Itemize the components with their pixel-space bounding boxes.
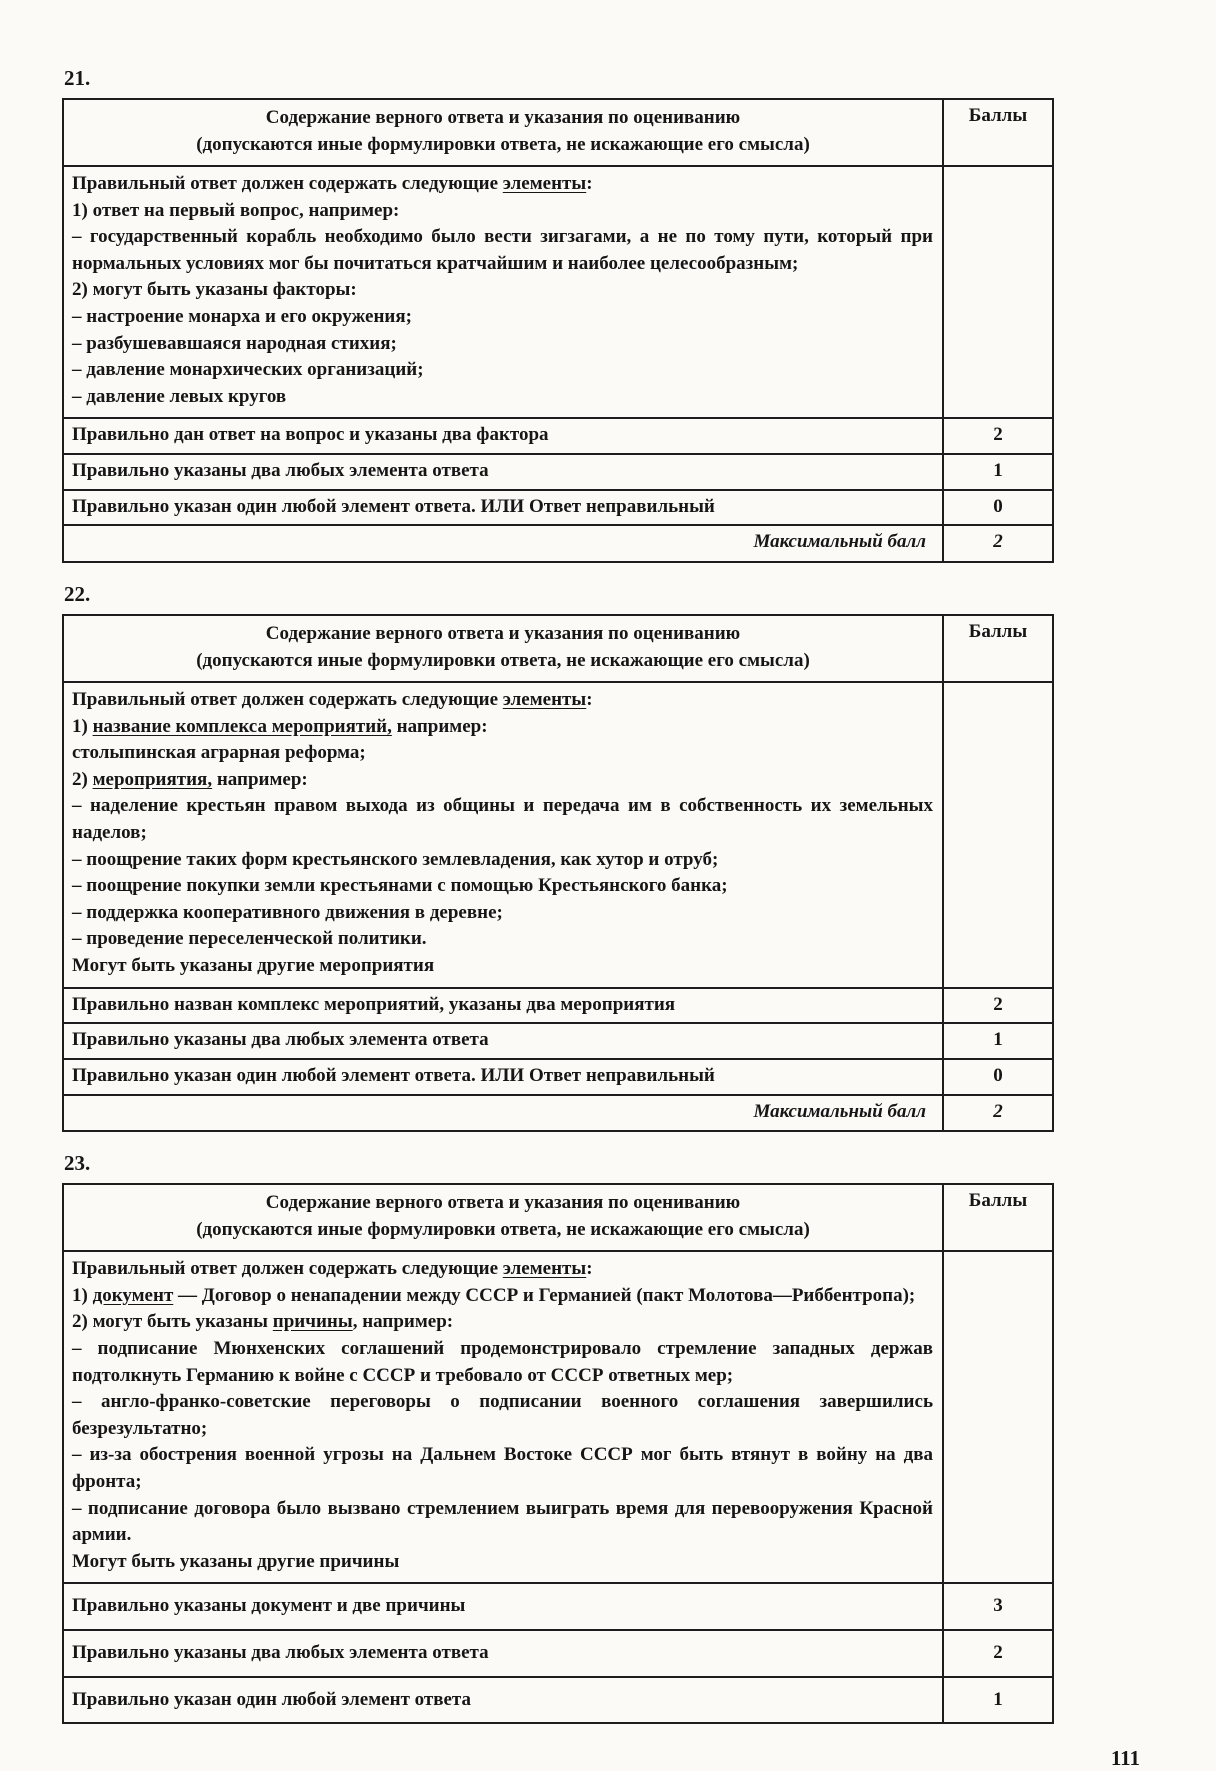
table-header-row [63, 99, 1053, 166]
answer-text-segment: – поощрение таких форм крестьянского землевладения, как хутор и отруб; [72, 848, 719, 870]
scoring-row [63, 1630, 1053, 1677]
criterion-text: Правильно указаны документ и две причины [63, 1583, 943, 1630]
criteria-title: Содержание верного ответа и указания по оцениванию [265, 623, 741, 645]
max-score-row [63, 1095, 1053, 1132]
answer-text-segment: 2) могут быть указаны факторы: [72, 279, 357, 301]
answer-line [72, 357, 933, 384]
answer-line [72, 277, 933, 304]
question-number: 21. [64, 66, 91, 90]
answer-line [72, 1309, 933, 1336]
answer-line [72, 1336, 933, 1389]
grading-table [62, 1183, 1054, 1724]
question-block [62, 582, 1154, 1132]
answer-text-segment: – из-за обострения военной угрозы на Дальнем Востоке СССР мог быть втянут в войну на два фронта; [72, 1444, 933, 1492]
answer-text-segment: 2) [72, 768, 93, 790]
empty-score-cell [943, 682, 1053, 988]
criterion-text: Правильно указаны два любых элемента ответа [63, 1023, 943, 1059]
scoring-row [63, 1059, 1053, 1095]
score-value: 0 [943, 1059, 1053, 1095]
criteria-title: Содержание верного ответа и указания по оцениванию [265, 1192, 741, 1214]
answer-content-cell [63, 1251, 943, 1583]
answer-text-segment: – наделение крестьян правом выхода из общины и передача им в собственность их земельных наделов; [72, 795, 933, 843]
answer-line [72, 793, 933, 846]
answer-text-segment: – разбушевавшаяся народная стихия; [72, 332, 397, 354]
answer-text-segment: – поощрение покупки земли крестьянами с помощью Крестьянского банка; [72, 875, 728, 897]
answer-text-segment: столыпинская аграрная реформа; [72, 742, 366, 764]
answer-content-row [63, 166, 1053, 418]
question-number: 22. [64, 582, 91, 607]
answer-text-segment: – подписание договора было вызвано стремлением выиграть время для перевооружения Красной армии. [72, 1497, 933, 1546]
answer-text-segment: 1) [72, 1284, 93, 1306]
scoring-row [63, 1583, 1053, 1630]
answer-content-cell [63, 682, 943, 988]
answer-line [72, 847, 933, 874]
answer-text-segment: Могут быть указаны другие причины [72, 1550, 400, 1572]
answer-text-segment: – проведение переселенческой политики. [72, 928, 427, 950]
answer-text-segment: например: [212, 768, 308, 790]
answer-text-segment: – подписание Мюнхенских соглашений продемонстрировало стремление западных держав подтолкнуть Германию к войне с СССР и требовало от СССР ответных мер; [72, 1337, 933, 1386]
answer-line [72, 687, 933, 714]
answer-text-segment: – государственный корабль необходимо было вести зигзагами, а не по тому пути, который при нормальных условиях мог бы почитаться кратчайшим и наиболее целесообразным; [72, 226, 933, 274]
tables-container [62, 66, 1154, 1724]
max-score-value: 2 [943, 1095, 1053, 1132]
answer-line [72, 714, 933, 741]
score-value: 2 [943, 988, 1053, 1024]
criteria-header-cell [63, 1184, 943, 1251]
answer-text-segment: Правильный ответ должен содержать следующие [72, 1258, 503, 1280]
empty-score-cell [943, 166, 1053, 418]
answer-text-segment: – поддержка кооперативного движения в деревне; [72, 901, 503, 923]
answer-text-segment: Правильный ответ должен содержать следующие [72, 172, 503, 194]
answer-line [72, 767, 933, 794]
answer-text-segment: мероприятия, [92, 768, 213, 790]
criterion-text: Правильно дан ответ на вопрос и указаны два фактора [63, 418, 943, 454]
criterion-text: Правильно указан один любой элемент ответа. ИЛИ Ответ неправильный [63, 1059, 943, 1095]
max-score-row [63, 525, 1053, 562]
answer-text-segment: 1) ответ на первый вопрос, например: [72, 199, 400, 221]
answer-text-segment: – настроение монарха и его окружения; [72, 305, 412, 327]
answer-text-segment: : [586, 172, 593, 194]
criteria-subtitle: (допускаются иные формулировки ответа, не искажающие его смысла) [196, 133, 810, 155]
answer-line [72, 953, 933, 980]
scoring-row [63, 490, 1053, 526]
answer-line [72, 926, 933, 953]
answer-line [72, 900, 933, 927]
score-value: 0 [943, 490, 1053, 526]
answer-text-segment: – давление монархических организаций; [72, 359, 424, 381]
score-value: 1 [943, 1023, 1053, 1059]
score-value: 2 [943, 1630, 1053, 1677]
answer-text-segment: : [586, 688, 593, 710]
criterion-text: Правильно указаны два любых элемента ответа [63, 1630, 943, 1677]
question-block [62, 1151, 1154, 1724]
score-column-header: Баллы [943, 99, 1053, 166]
answer-line [72, 873, 933, 900]
criteria-subtitle: (допускаются иные формулировки ответа, не искажающие его смысла) [196, 1219, 810, 1241]
max-score-value: 2 [943, 525, 1053, 562]
answer-text-segment: : [586, 1258, 593, 1280]
score-value: 1 [943, 454, 1053, 490]
scoring-row [63, 1677, 1053, 1724]
answer-content-cell [63, 166, 943, 418]
empty-score-cell [943, 1251, 1053, 1583]
answer-line [72, 331, 933, 358]
criterion-text: Правильно указан один любой элемент ответа [63, 1677, 943, 1724]
criterion-text: Правильно указаны два любых элемента ответа [63, 454, 943, 490]
answer-text-segment: элементы [502, 688, 587, 710]
grading-table [62, 98, 1054, 563]
answer-line [72, 384, 933, 411]
page-number: 111 [1110, 1746, 1140, 1771]
criterion-text: Правильно указан один любой элемент ответа. ИЛИ Ответ неправильный [63, 490, 943, 526]
answer-text-segment: – давление левых кругов [72, 385, 287, 407]
answer-content-row [63, 682, 1053, 988]
score-value: 1 [943, 1677, 1053, 1724]
answer-line [72, 1389, 933, 1442]
answer-text-segment: Могут быть указаны другие мероприятия [72, 954, 435, 976]
answer-line [72, 740, 933, 767]
scoring-row [63, 454, 1053, 490]
table-header-row [63, 615, 1053, 682]
table-header-row [63, 1184, 1053, 1251]
criterion-text: Правильно назван комплекс мероприятий, указаны два мероприятия [63, 988, 943, 1024]
score-value: 2 [943, 418, 1053, 454]
answer-line [72, 224, 933, 277]
score-column-header: Баллы [943, 1184, 1053, 1251]
answer-content-row [63, 1251, 1053, 1583]
question-number: 23. [64, 1151, 91, 1176]
answer-text-segment: причины [272, 1311, 353, 1333]
answer-text-segment: например: [391, 715, 488, 737]
criteria-header-cell [63, 99, 943, 166]
answer-line [72, 1442, 933, 1495]
scoring-row [63, 988, 1053, 1024]
score-column-header: Баллы [943, 615, 1053, 682]
scoring-row [63, 418, 1053, 454]
answer-line [72, 1549, 933, 1576]
criteria-header-cell [63, 615, 943, 682]
answer-line [72, 1283, 933, 1310]
max-score-label: Максимальный балл [63, 1095, 943, 1132]
answer-text-segment: документ [92, 1284, 174, 1306]
question-block [62, 66, 1154, 563]
answer-text-segment: название комплекса мероприятий, [92, 715, 392, 737]
answer-line [72, 198, 933, 225]
scoring-row [63, 1023, 1053, 1059]
answer-text-segment: , например: [352, 1311, 454, 1333]
criteria-title: Содержание верного ответа и указания по оцениванию [265, 107, 741, 128]
answer-line [72, 171, 933, 198]
answer-line [72, 304, 933, 331]
criteria-subtitle: (допускаются иные формулировки ответа, не искажающие его смысла) [196, 650, 810, 671]
answer-text-segment: – англо-франко-советские переговоры о подписании военного соглашения завершились безрезультатно; [72, 1391, 933, 1439]
grading-table [62, 614, 1054, 1132]
max-score-label: Максимальный балл [63, 525, 943, 562]
answer-text-segment: элементы [502, 1258, 587, 1280]
answer-text-segment: 1) [72, 715, 93, 737]
answer-text-segment: Правильный ответ должен содержать следующие [72, 688, 503, 710]
answer-line [72, 1256, 933, 1283]
answer-text-segment: — Договор о ненападении между СССР и Германией (пакт Молотова—Риббентропа); [173, 1284, 916, 1306]
answer-text-segment: элементы [502, 172, 587, 194]
answer-text-segment: 2) могут быть указаны [72, 1311, 273, 1333]
score-value: 3 [943, 1583, 1053, 1630]
answer-line [72, 1496, 933, 1549]
